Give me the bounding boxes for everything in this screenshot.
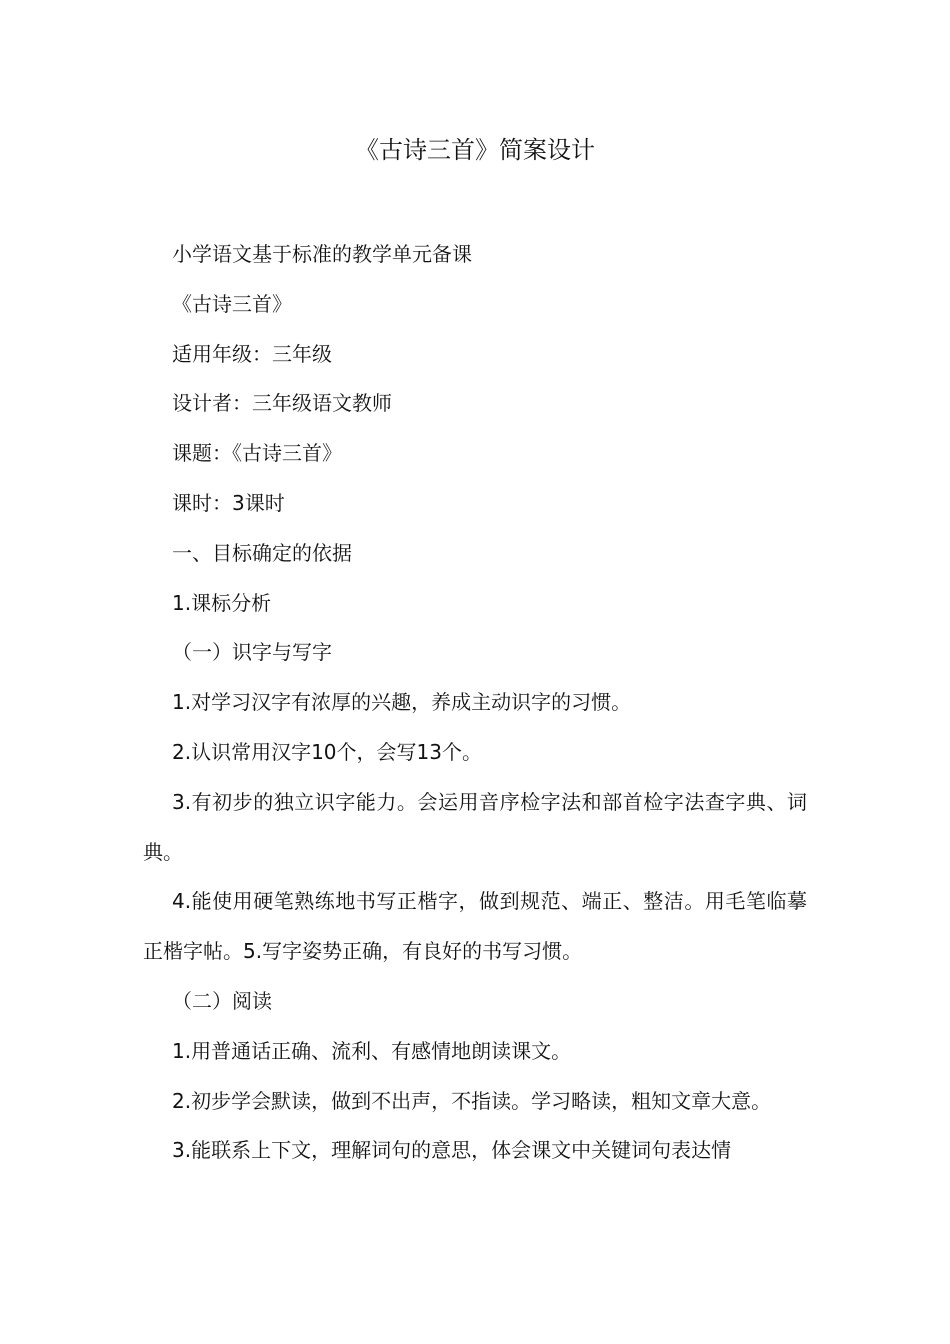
paragraph: 1.对学习汉字有浓厚的兴趣，养成主动识字的习惯。 [172, 690, 632, 715]
document-body [143, 230, 807, 1176]
paragraph: 适用年级：三年级 [172, 341, 332, 366]
paragraph: 一、目标确定的依据 [172, 540, 352, 565]
paragraph: 1.课标分析 [172, 590, 272, 615]
paragraph: 课时：3课时 [172, 490, 285, 515]
paragraph: 4.能使用硬笔熟练地书写正楷字，做到规范、端正、整洁。用毛笔临摹正楷字帖。5.写字姿势正确，有良好的书写习惯。 [143, 889, 807, 964]
paragraph: 1.用普通话正确、流利、有感情地朗读课文。 [172, 1038, 572, 1063]
paragraph: （一）识字与写字 [172, 640, 332, 665]
paragraph: 小学语文基于标准的教学单元备课 [172, 242, 472, 266]
paragraph: 3.有初步的独立识字能力。会运用音序检字法和部首检字法查字典、词典。 [143, 789, 807, 864]
paragraph: 课题：《古诗三首》 [172, 441, 342, 466]
paragraph: 3.能联系上下文，理解词句的意思，体会课文中关键词句表达情 [172, 1138, 732, 1163]
document-title: 《古诗三首》简案设计 [355, 136, 595, 164]
paragraph: 《古诗三首》 [172, 291, 292, 316]
paragraph: 2.认识常用汉字10个，会写13个。 [172, 739, 482, 764]
paragraph: 2.初步学会默读，做到不出声，不指读。学习略读，粗知文章大意。 [172, 1088, 772, 1113]
paragraph: 设计者：三年级语文教师 [172, 391, 392, 416]
paragraph: （二）阅读 [172, 988, 272, 1013]
